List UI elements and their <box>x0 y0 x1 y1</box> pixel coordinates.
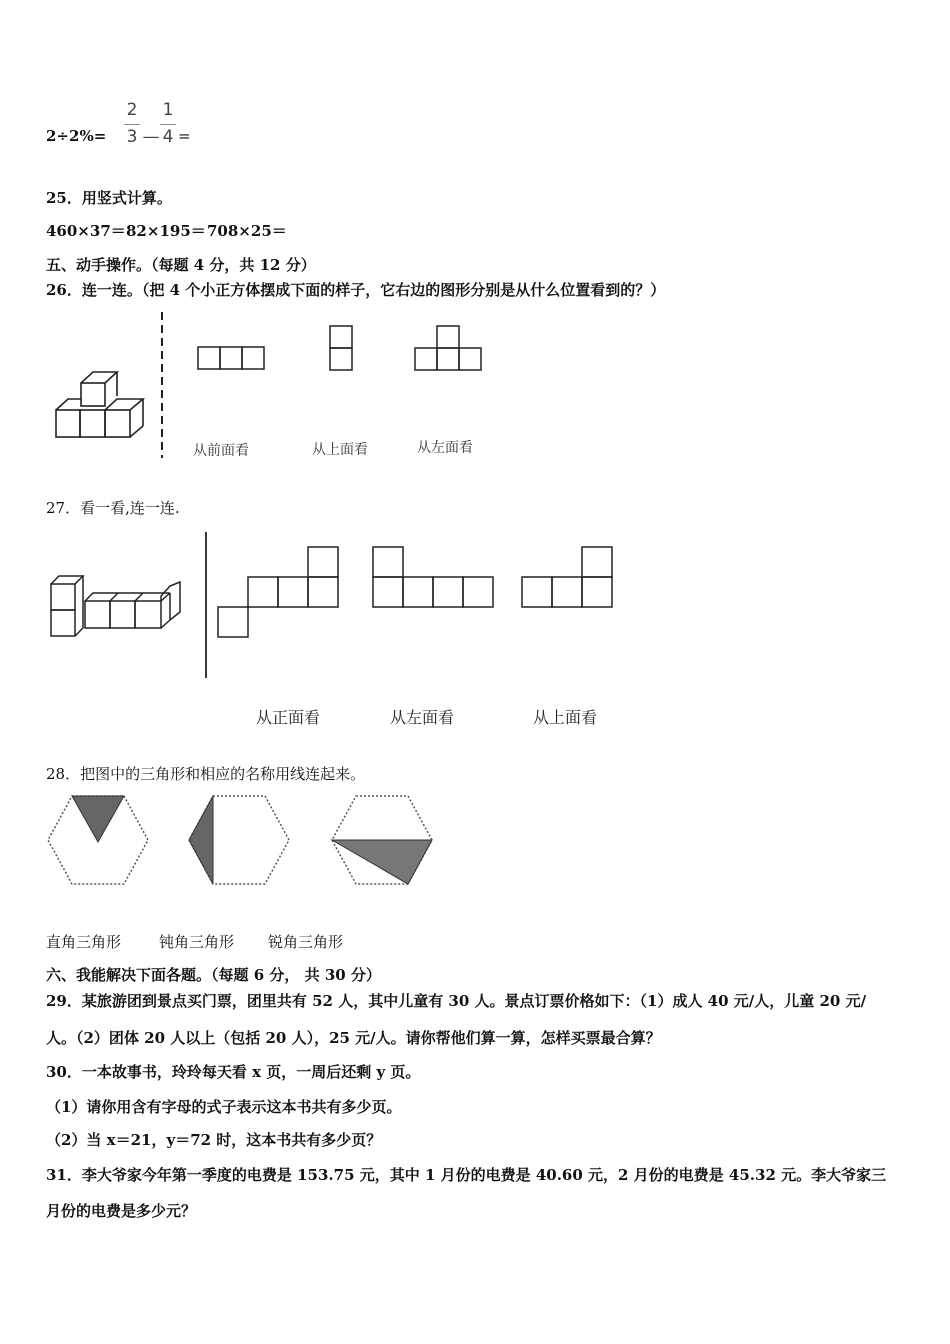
q27-view-l-shape <box>371 544 497 610</box>
q27-view-j-shape <box>520 544 616 610</box>
q26-view-two-stacked <box>328 324 356 374</box>
q26-cube-stack-figure <box>48 368 152 440</box>
q26-view-t-shape <box>413 324 485 374</box>
fraction-2-denominator: 4 <box>162 127 174 147</box>
q27-label-front: 从正面看 <box>256 708 321 727</box>
minus-sign: — <box>142 127 160 147</box>
section-5-heading: 五、动手操作。（每题 4 分，共 12 分） <box>46 256 316 274</box>
q28-name-right: 直角三角形 <box>46 933 122 951</box>
fraction-1-denominator: 3 <box>126 127 138 147</box>
q27-cube-arrangement-figure <box>48 572 184 640</box>
q26-label-left: 从左面看 <box>417 440 473 456</box>
q25-item-2: 82×195＝ <box>126 222 206 240</box>
q26-title: 26．连一连。（把 4 个小正方体摆成下面的样子，它右边的图形分别是从什么位置看到的？） <box>46 281 666 299</box>
q25-item-1: 460×37＝ <box>46 222 126 240</box>
q29-line-2: 人。（2）团体 20 人以上（包括 20 人），25 元/人。请你帮他们算一算，怎样买票最合算？ <box>46 1029 661 1047</box>
q27-label-left: 从左面看 <box>390 708 455 727</box>
fraction-1-numerator: 2 <box>126 100 138 120</box>
q28-hexagon-acute-triangle <box>44 792 152 890</box>
q29-line-1: 29．某旅游团到景点买门票，团里共有 52 人，其中儿童有 30 人。景点订票价格如下：（1）成人 40 元/人，儿童 20 元/ <box>46 992 867 1010</box>
q25-title: 25．用竖式计算。 <box>46 189 172 207</box>
section-6-heading: 六、我能解决下面各题。（每题 6 分， 共 30 分） <box>46 966 381 984</box>
equals-sign: = <box>178 127 191 145</box>
fraction-2-numerator: 1 <box>162 100 174 120</box>
calc-expression-1: 2÷2%= <box>46 127 107 145</box>
q28-hexagon-obtuse-triangle <box>328 792 436 890</box>
q28-name-obtuse: 钝角三角形 <box>159 933 235 951</box>
q26-dashed-divider <box>158 312 166 458</box>
q27-divider-line <box>203 532 209 678</box>
q27-label-top: 从上面看 <box>533 708 598 727</box>
fraction-1-bar <box>124 124 140 125</box>
fraction-2-bar <box>160 124 176 125</box>
q28-title: 28．把图中的三角形和相应的名称用线连起来。 <box>46 765 366 783</box>
q30-line-2: （1）请你用含有字母的式子表示这本书共有多少页。 <box>46 1098 402 1116</box>
q26-label-front: 从前面看 <box>193 443 249 459</box>
q28-hexagon-right-triangle <box>185 792 293 890</box>
q27-view-staircase <box>216 544 342 640</box>
q30-line-3: （2）当 x＝21，y＝72 时，这本书共有多少页？ <box>46 1131 382 1149</box>
q25-item-3: 708×25＝ <box>207 222 287 240</box>
q26-view-three-in-row <box>196 345 268 373</box>
q28-name-acute: 锐角三角形 <box>268 933 344 951</box>
q26-label-top: 从上面看 <box>312 442 368 458</box>
q30-line-1: 30．一本故事书，玲玲每天看 x 页，一周后还剩 y 页。 <box>46 1063 421 1081</box>
q27-title: 27．看一看,连一连. <box>46 499 180 517</box>
q31-line-2: 月份的电费是多少元？ <box>46 1202 197 1220</box>
q31-line-1: 31．李大爷家今年第一季度的电费是 153.75 元，其中 1 月份的电费是 40.60 元，2 月份的电费是 45.32 元。李大爷家三 <box>46 1166 887 1184</box>
